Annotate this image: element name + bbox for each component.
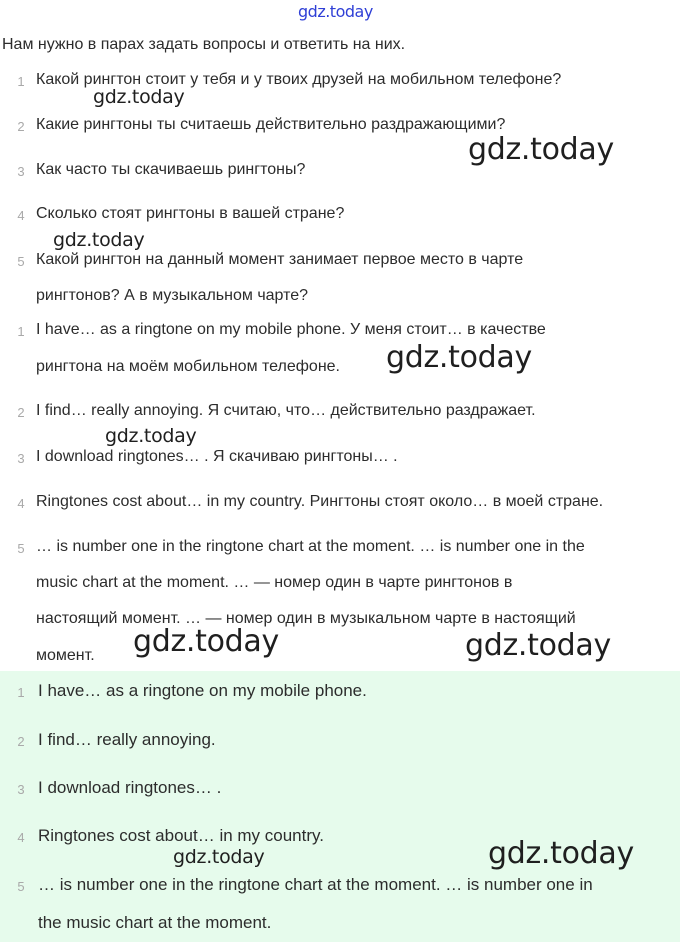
watermark: gdz.today — [468, 132, 614, 167]
list-number: 3 — [17, 164, 25, 179]
watermark: gdz.today — [465, 628, 611, 663]
list-item: Сколько стоят рингтоны в вашей стране? — [36, 205, 345, 222]
task-intro: Нам нужно в парах задать вопросы и ответить на них. — [2, 36, 406, 53]
watermark: gdz.today — [133, 624, 279, 659]
list-item: Ringtones cost about… in my country. — [38, 826, 324, 845]
list-item: I download ringtones… . — [38, 778, 222, 797]
list-number: 3 — [17, 782, 25, 797]
watermark: gdz.today — [386, 340, 532, 375]
list-item-continuation: настоящий момент. … — номер один в музыкальном чарте в настоящий — [36, 610, 576, 627]
list-number: 5 — [17, 254, 25, 269]
list-number: 1 — [17, 74, 25, 89]
list-number: 5 — [17, 541, 25, 556]
list-number: 1 — [17, 324, 25, 339]
list-number: 1 — [17, 685, 25, 700]
list-item-continuation: момент. — [36, 647, 95, 664]
list-item: I find… really annoying. — [38, 730, 216, 749]
list-item: I download ringtones… . Я скачиваю рингтоны… . — [36, 448, 398, 465]
list-number: 4 — [17, 496, 25, 511]
list-item: … is number one in the ringtone chart at the moment. … is number one in the — [36, 538, 585, 555]
list-item: Какой рингтон стоит у тебя и у твоих друзей на мобильном телефоне? — [36, 71, 562, 88]
list-number: 2 — [17, 119, 25, 134]
list-item: … is number one in the ringtone chart at the moment. … is number one in — [38, 875, 593, 894]
list-item: Какой рингтон на данный момент занимает первое место в чарте — [36, 251, 524, 268]
list-item: I have… as a ringtone on my mobile phone. У меня стоит… в качестве — [36, 321, 546, 338]
watermark: gdz.today — [53, 229, 145, 251]
watermark: gdz.today — [93, 86, 185, 108]
list-number: 2 — [17, 734, 25, 749]
list-item-continuation: рингтона на моём мобильном телефоне. — [36, 358, 340, 375]
list-item: Какие рингтоны ты считаешь действительно раздражающими? — [36, 116, 506, 133]
watermark: gdz.today — [488, 836, 634, 871]
site-watermark-top: gdz.today — [298, 2, 373, 21]
list-item-continuation: рингтонов? А в музыкальном чарте? — [36, 287, 309, 304]
list-number: 2 — [17, 405, 25, 420]
list-item: Ringtones cost about… in my country. Рингтоны стоят около… в моей стране. — [36, 493, 604, 510]
watermark: gdz.today — [105, 425, 197, 447]
list-item: I have… as a ringtone on my mobile phone. — [38, 681, 367, 700]
list-item: Как часто ты скачиваешь рингтоны? — [36, 161, 306, 178]
list-item: I find… really annoying. Я считаю, что… действительно раздражает. — [36, 402, 536, 419]
list-item-continuation: the music chart at the moment. — [38, 913, 272, 932]
list-number: 3 — [17, 451, 25, 466]
list-number: 5 — [17, 879, 25, 894]
list-number: 4 — [17, 208, 25, 223]
list-number: 4 — [17, 830, 25, 845]
answer-panel — [0, 671, 680, 942]
watermark: gdz.today — [173, 846, 265, 868]
list-item-continuation: music chart at the moment. … — номер один в чарте рингтонов в — [36, 574, 513, 591]
